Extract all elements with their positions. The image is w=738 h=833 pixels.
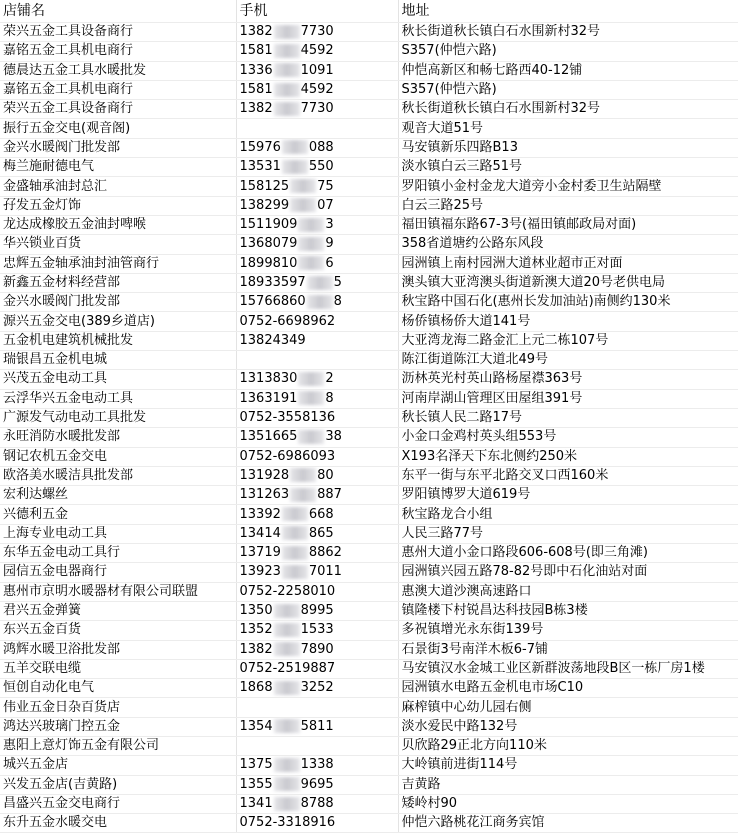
phone-suffix: 1091 (300, 62, 334, 78)
redaction-blur (290, 488, 316, 502)
cell-phone[interactable] (236, 254, 398, 273)
table-row (0, 621, 738, 640)
table-row (0, 331, 738, 350)
cell-address[interactable]: 358省道塘约公路东风段 (398, 235, 738, 254)
phone-prefix: 1375 (239, 757, 273, 773)
cell-shop-name[interactable]: 恒创自动化电气 (0, 679, 236, 698)
table-row (0, 312, 738, 331)
cell-shop-name[interactable]: 五羊交联电缆 (0, 659, 236, 678)
cell-address[interactable]: S357(仲恺六路) (398, 42, 738, 61)
cell-phone[interactable] (236, 100, 398, 119)
phone-prefix: 1336 (239, 62, 273, 78)
cell-phone[interactable] (236, 601, 398, 620)
cell-address[interactable]: S357(仲恺六路) (398, 80, 738, 99)
phone-suffix: 550 (308, 159, 334, 175)
phone-suffix: 7730 (300, 24, 334, 40)
redaction-blur (274, 642, 300, 656)
table-row (0, 524, 738, 543)
cell-shop-name[interactable]: 梅兰施耐德电气 (0, 158, 236, 177)
cell-shop-name[interactable]: 华兴锁业百货 (0, 235, 236, 254)
phone-prefix: 1368079 (239, 236, 298, 252)
phone-suffix: 07 (317, 197, 334, 213)
cell-shop-name[interactable]: 金盛轴承油封总汇 (0, 177, 236, 196)
cell-shop-name[interactable]: 金兴水暖阀门批发部 (0, 138, 236, 157)
table-row (0, 138, 738, 157)
cell-shop-name[interactable]: 兴德利五金 (0, 505, 236, 524)
redaction-blur (298, 391, 324, 405)
phone-suffix: 3252 (300, 680, 334, 696)
phone-suffix: 8862 (308, 545, 342, 561)
cell-phone[interactable] (236, 736, 398, 755)
cell-phone[interactable] (236, 389, 398, 408)
cell-address[interactable]: 观音大道51号 (398, 119, 738, 138)
redaction-blur (282, 565, 308, 579)
cell-address[interactable]: 惠澳大道沙澳高速路口 (398, 582, 738, 601)
cell-phone[interactable] (236, 794, 398, 813)
phone-suffix: 2 (325, 371, 334, 387)
cell-address[interactable]: 澳头镇大亚湾澳头街道新澳大道20号老供电局 (398, 273, 738, 292)
cell-phone[interactable] (236, 138, 398, 157)
header-address[interactable]: 地址 (398, 0, 738, 23)
phone-suffix: 5811 (300, 718, 334, 734)
phone-prefix: 13719 (239, 545, 281, 561)
cell-phone[interactable] (236, 679, 398, 698)
cell-shop-name[interactable]: 忠辉五金轴承油封油管商行 (0, 254, 236, 273)
cell-phone[interactable] (236, 273, 398, 292)
phone-suffix: 088 (308, 139, 334, 155)
header-row (0, 0, 738, 23)
redaction-blur (282, 160, 308, 174)
phone-prefix: 138299 (239, 197, 290, 213)
phone-suffix: 8 (333, 294, 342, 310)
cell-phone[interactable] (236, 158, 398, 177)
cell-address[interactable]: 淡水镇白云三路51号 (398, 158, 738, 177)
table-row (0, 428, 738, 447)
cell-phone[interactable] (236, 582, 398, 601)
phone-prefix: 0752-3318916 (239, 815, 336, 831)
redaction-blur (282, 140, 308, 154)
cell-phone[interactable] (236, 428, 398, 447)
phone-prefix: 1354 (239, 718, 273, 734)
cell-address[interactable]: 淡水爱民中路132号 (398, 717, 738, 736)
cell-shop-name[interactable]: 兴发五金店(吉黄路) (0, 775, 236, 794)
cell-address[interactable]: 仲恺高新区和畅七路西40-12铺 (398, 61, 738, 80)
cell-address[interactable]: 麻榨镇中心幼儿园右侧 (398, 698, 738, 717)
redaction-blur (274, 604, 300, 618)
redaction-blur (290, 198, 316, 212)
redaction-blur (274, 797, 300, 811)
phone-prefix: 0752-6698962 (239, 313, 336, 329)
table-row (0, 486, 738, 505)
cell-shop-name[interactable]: 兴茂五金电动工具 (0, 370, 236, 389)
cell-address[interactable]: 东平一街与东平北路交叉口西160米 (398, 466, 738, 485)
cell-address[interactable]: 大亚湾龙海二路金汇上元二栋107号 (398, 331, 738, 350)
phone-prefix: 15976 (239, 139, 281, 155)
cell-address[interactable]: 马安镇新乐四路B13 (398, 138, 738, 157)
phone-suffix: 9 (325, 236, 334, 252)
cell-shop-name[interactable]: 振行五金交电(观音阁) (0, 119, 236, 138)
phone-prefix: 1868 (239, 680, 273, 696)
cell-shop-name[interactable]: 嘉铭五金工具机电商行 (0, 80, 236, 99)
cell-address[interactable]: 大岭镇前进街114号 (398, 756, 738, 775)
cell-shop-name[interactable]: 东兴五金百货 (0, 621, 236, 640)
phone-suffix: 6 (325, 255, 334, 271)
phone-suffix: 3 (325, 217, 334, 233)
table-row (0, 659, 738, 678)
cell-shop-name[interactable]: 东升五金水暖交电 (0, 814, 236, 833)
cell-shop-name[interactable]: 宏利达螺丝 (0, 486, 236, 505)
phone-prefix: 13824349 (239, 332, 306, 348)
cell-phone[interactable] (236, 351, 398, 370)
cell-shop-name[interactable]: 金兴水暖阀门批发部 (0, 293, 236, 312)
cell-phone[interactable] (236, 447, 398, 466)
cell-phone[interactable] (236, 505, 398, 524)
table-row (0, 814, 738, 833)
cell-address[interactable]: 园洲镇水电路五金机电市场C10 (398, 679, 738, 698)
cell-shop-name[interactable]: 新鑫五金材料经营部 (0, 273, 236, 292)
phone-suffix: 9695 (300, 776, 334, 792)
redaction-blur (298, 430, 324, 444)
redaction-blur (307, 295, 333, 309)
redaction-blur (290, 468, 316, 482)
cell-shop-name[interactable]: 昌盛兴五金交电商行 (0, 794, 236, 813)
cell-phone[interactable] (236, 640, 398, 659)
redaction-blur (307, 276, 333, 290)
phone-suffix: 38 (325, 429, 342, 445)
table-row (0, 736, 738, 755)
table-row (0, 351, 738, 370)
table-row (0, 698, 738, 717)
cell-shop-name[interactable]: 嘉铭五金工具机电商行 (0, 42, 236, 61)
cell-phone[interactable] (236, 119, 398, 138)
cell-shop-name[interactable]: 鸿达兴玻璃门控五金 (0, 717, 236, 736)
cell-address[interactable]: 秋长镇人民二路17号 (398, 408, 738, 427)
cell-shop-name[interactable]: 荣兴五金工具设备商行 (0, 23, 236, 42)
cell-address[interactable]: 陈江街道陈江大道北49号 (398, 351, 738, 370)
table-row (0, 582, 738, 601)
cell-shop-name[interactable]: 源兴五金交电(389乡道店) (0, 312, 236, 331)
redaction-blur (274, 777, 300, 791)
redaction-blur (274, 623, 300, 637)
cell-phone[interactable] (236, 61, 398, 80)
table-row (0, 254, 738, 273)
cell-address[interactable]: 福田镇福东路67-3号(福田镇邮政局对面) (398, 215, 738, 234)
cell-address[interactable]: 吉黄路 (398, 775, 738, 794)
phone-prefix: 0752-6986093 (239, 448, 336, 464)
cell-phone[interactable] (236, 814, 398, 833)
phone-suffix: 887 (317, 487, 342, 503)
cell-phone[interactable] (236, 698, 398, 717)
phone-prefix: 13531 (239, 159, 281, 175)
table-row (0, 389, 738, 408)
redaction-blur (282, 507, 308, 521)
header-phone[interactable]: 手机 (236, 0, 398, 23)
table-row (0, 158, 738, 177)
cell-address[interactable]: 杨侨镇杨侨大道141号 (398, 312, 738, 331)
cell-shop-name[interactable]: 鸿辉水暖卫浴批发部 (0, 640, 236, 659)
cell-phone[interactable] (236, 215, 398, 234)
phone-prefix: 13923 (239, 564, 281, 580)
phone-prefix: 1351665 (239, 429, 298, 445)
phone-suffix: 5 (333, 275, 342, 290)
cell-shop-name[interactable]: 瑞银昌五金机电城 (0, 351, 236, 370)
cell-shop-name[interactable]: 惠阳上意灯饰五金有限公司 (0, 736, 236, 755)
phone-suffix: 8 (325, 390, 334, 406)
table-row (0, 505, 738, 524)
phone-prefix: 18933597 (239, 275, 306, 290)
phone-suffix: 80 (317, 467, 334, 483)
phone-prefix: 1382 (239, 101, 273, 117)
phone-prefix: 1355 (239, 776, 273, 792)
cell-phone[interactable] (236, 466, 398, 485)
cell-phone[interactable] (236, 196, 398, 215)
cell-shop-name[interactable]: 欧洛美水暖洁具批发部 (0, 466, 236, 485)
table-row (0, 100, 738, 119)
cell-phone[interactable] (236, 293, 398, 312)
table-body (0, 23, 738, 833)
cell-address[interactable]: 河南岸湖山管理区田屋组391号 (398, 389, 738, 408)
phone-suffix: 865 (308, 525, 334, 541)
cell-address[interactable]: 秋宝路中国石化(惠州长发加油站)南侧约130米 (398, 293, 738, 312)
cell-address[interactable]: 石景街3号南洋木板6-7铺 (398, 640, 738, 659)
table-row (0, 717, 738, 736)
redaction-blur (274, 63, 300, 77)
redaction-blur (274, 102, 300, 116)
phone-suffix: 7730 (300, 101, 334, 117)
cell-address[interactable]: 贝欣路29正北方向110米 (398, 736, 738, 755)
phone-prefix: 13414 (239, 525, 281, 541)
phone-prefix: 1382 (239, 641, 273, 657)
phone-prefix: 1382 (239, 24, 273, 40)
phone-prefix: 1313830 (239, 371, 298, 387)
table-row (0, 679, 738, 698)
phone-prefix: 0752-2258010 (239, 583, 336, 599)
table-row (0, 370, 738, 389)
table-row (0, 447, 738, 466)
table-row (0, 293, 738, 312)
cell-phone[interactable] (236, 775, 398, 794)
table-row (0, 273, 738, 292)
cell-address[interactable]: 秋长街道秋长镇白石水围新村32号 (398, 23, 738, 42)
cell-phone[interactable] (236, 524, 398, 543)
redaction-blur (274, 719, 300, 733)
table-row (0, 775, 738, 794)
cell-shop-name[interactable]: 惠州市京明水暖器材有限公司联盟 (0, 582, 236, 601)
table-row (0, 408, 738, 427)
cell-shop-name[interactable]: 龙达成橡胶五金油封啤喉 (0, 215, 236, 234)
cell-address[interactable]: 镇隆楼下村锐昌达科技园B栋3楼 (398, 601, 738, 620)
cell-shop-name[interactable]: 伟业五金日杂百货店 (0, 698, 236, 717)
phone-prefix: 1352 (239, 622, 273, 638)
cell-address[interactable]: 园洲镇上南村园洲大道林业超市正对面 (398, 254, 738, 273)
phone-prefix: 1511909 (239, 217, 298, 233)
cell-phone[interactable] (236, 717, 398, 736)
phone-prefix: 0752-2519887 (239, 660, 336, 676)
cell-phone[interactable] (236, 756, 398, 775)
redaction-blur (274, 25, 300, 39)
table-row (0, 119, 738, 138)
phone-suffix: 4592 (300, 43, 334, 59)
cell-shop-name[interactable]: 云浮华兴五金电动工具 (0, 389, 236, 408)
redaction-blur (274, 83, 300, 97)
table-row (0, 42, 738, 61)
redaction-blur (298, 218, 324, 232)
phone-prefix: 1363191 (239, 390, 298, 406)
cell-address[interactable]: 秋长街道秋长镇白石水围新村32号 (398, 100, 738, 119)
cell-address[interactable]: 秋宝路龙合小组 (398, 505, 738, 524)
phone-suffix: 8995 (300, 603, 334, 619)
cell-address[interactable]: 园洲镇兴园五路78-82号即中石化油站对面 (398, 563, 738, 582)
header-shop-name[interactable]: 店铺名 (0, 0, 236, 23)
cell-phone[interactable] (236, 235, 398, 254)
cell-phone[interactable] (236, 486, 398, 505)
cell-phone[interactable] (236, 177, 398, 196)
cell-shop-name[interactable]: 城兴五金店 (0, 756, 236, 775)
cell-address[interactable]: 矮岭村90 (398, 794, 738, 813)
phone-suffix: 4592 (300, 82, 334, 98)
cell-address[interactable]: 惠州大道小金口路段606-608号(即三角滩) (398, 544, 738, 563)
table-row (0, 23, 738, 42)
table-row (0, 235, 738, 254)
cell-address[interactable]: 人民三路77号 (398, 524, 738, 543)
cell-phone[interactable] (236, 659, 398, 678)
redaction-blur (298, 237, 324, 251)
table-row (0, 177, 738, 196)
cell-address[interactable]: X193名泽天下东北侧约250米 (398, 447, 738, 466)
cell-shop-name[interactable]: 君兴五金弹簧 (0, 601, 236, 620)
phone-prefix: 1350 (239, 603, 273, 619)
phone-suffix: 8788 (300, 796, 334, 812)
cell-shop-name[interactable]: 钢记农机五金交电 (0, 447, 236, 466)
cell-shop-name[interactable]: 东华五金电动工具行 (0, 544, 236, 563)
redaction-blur (298, 256, 324, 270)
cell-shop-name[interactable]: 德晨达五金工具水暖批发 (0, 61, 236, 80)
cell-address[interactable]: 罗阳镇小金村金龙大道旁小金村委卫生站隔壁 (398, 177, 738, 196)
table-row (0, 196, 738, 215)
redaction-blur (274, 44, 300, 58)
table-row (0, 466, 738, 485)
phone-suffix: 1533 (300, 622, 334, 638)
cell-shop-name[interactable]: 上海专业电动工具 (0, 524, 236, 543)
cell-shop-name[interactable]: 荣兴五金工具设备商行 (0, 100, 236, 119)
phone-prefix: 1581 (239, 43, 273, 59)
phone-prefix: 13392 (239, 506, 281, 522)
phone-prefix: 1341 (239, 796, 273, 812)
cell-shop-name[interactable]: 永旺消防水暖批发部 (0, 428, 236, 447)
phone-prefix: 158125 (239, 178, 290, 194)
phone-suffix: 7890 (300, 641, 334, 657)
phone-prefix: 1899810 (239, 255, 298, 271)
cell-phone[interactable] (236, 42, 398, 61)
redaction-blur (290, 179, 316, 193)
phone-suffix: 75 (317, 178, 334, 194)
cell-shop-name[interactable]: 孖发五金灯饰 (0, 196, 236, 215)
redaction-blur (274, 681, 300, 695)
cell-address[interactable]: 白云三路25号 (398, 196, 738, 215)
phone-prefix: 1581 (239, 82, 273, 98)
cell-phone[interactable] (236, 23, 398, 42)
redaction-blur (282, 546, 308, 560)
cell-phone[interactable] (236, 80, 398, 99)
table-row (0, 756, 738, 775)
cell-address[interactable]: 沥林英光村英山路杨屋襟363号 (398, 370, 738, 389)
table-row (0, 215, 738, 234)
cell-phone[interactable] (236, 331, 398, 350)
table-row (0, 61, 738, 80)
redaction-blur (298, 372, 324, 386)
phone-prefix: 131928 (239, 467, 290, 483)
phone-suffix: 7011 (308, 564, 342, 580)
cell-phone[interactable] (236, 408, 398, 427)
cell-phone[interactable] (236, 544, 398, 563)
cell-phone[interactable] (236, 312, 398, 331)
table-row (0, 640, 738, 659)
phone-prefix: 0752-3558136 (239, 410, 336, 426)
cell-phone[interactable] (236, 621, 398, 640)
cell-phone[interactable] (236, 563, 398, 582)
table-row (0, 80, 738, 99)
table-row (0, 544, 738, 563)
cell-address[interactable]: 小金口金鸡村英头组553号 (398, 428, 738, 447)
cell-shop-name[interactable]: 五金机电建筑机械批发 (0, 331, 236, 350)
table-row (0, 794, 738, 813)
cell-address[interactable]: 多祝镇增光永东街139号 (398, 621, 738, 640)
phone-prefix: 15766860 (239, 294, 306, 310)
cell-shop-name[interactable]: 园信五金电器商行 (0, 563, 236, 582)
cell-address[interactable]: 马安镇汉水金城工业区新群波荡地段B区一栋厂房1楼 (398, 659, 738, 678)
cell-address[interactable]: 罗阳镇博罗大道619号 (398, 486, 738, 505)
cell-phone[interactable] (236, 370, 398, 389)
redaction-blur (282, 526, 308, 540)
phone-suffix: 1338 (300, 757, 334, 773)
cell-shop-name[interactable]: 广源发气动电动工具批发 (0, 408, 236, 427)
table-row (0, 601, 738, 620)
phone-suffix: 668 (308, 506, 334, 522)
table-row (0, 563, 738, 582)
phone-prefix: 131263 (239, 487, 290, 503)
cell-address[interactable]: 仲恺六路桃花江商务宾馆 (398, 814, 738, 833)
